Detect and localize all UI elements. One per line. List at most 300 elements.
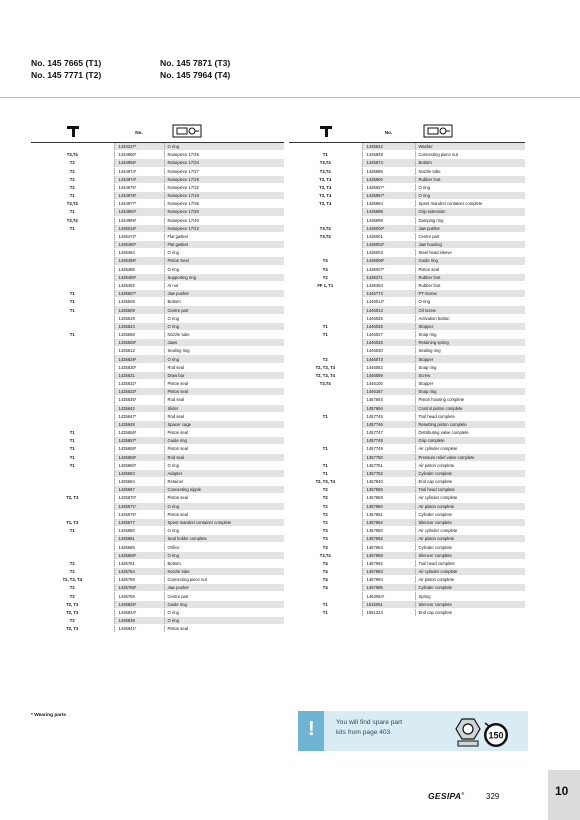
part-description-cell: Piston Seal	[164, 257, 284, 265]
part-description-cell: O ring	[164, 608, 284, 616]
table-row	[289, 486, 525, 494]
tool-variant-cell	[289, 396, 362, 404]
part-number-cell: 1434994*	[114, 208, 164, 216]
table-row	[31, 241, 284, 249]
part-description-cell: Rubber foot	[415, 281, 525, 289]
table-row	[31, 625, 284, 633]
part-number-cell: 1457861	[362, 510, 415, 518]
part-number-cell: 1435849	[362, 151, 415, 159]
table-row	[289, 445, 525, 453]
tool-variant-cell: T2, T3, T4	[289, 363, 362, 371]
part-description-cell: Air cylinder complete	[415, 445, 525, 453]
tool-variant-cell: T2, T3, T4	[31, 576, 114, 584]
tool-variant-cell	[289, 388, 362, 396]
tool-variant-cell	[31, 232, 114, 240]
part-description-cell: Pressure relief valve complete	[415, 453, 525, 461]
table-row	[31, 600, 284, 608]
part-number-cell: 1436371	[362, 273, 415, 281]
table-row	[289, 592, 525, 600]
table-row	[31, 371, 284, 379]
tool-variant-cell	[289, 290, 362, 298]
tool-variant-cell: T2	[289, 510, 362, 518]
part-description-cell: Rod seal	[164, 363, 284, 371]
header-divider	[0, 97, 580, 98]
tool-variant-cell	[31, 396, 114, 404]
tool-variant-cell: T1	[289, 445, 362, 453]
table-row	[289, 216, 525, 224]
tool-variant-cell	[31, 420, 114, 428]
part-number-cell: 1435664	[114, 478, 164, 486]
tool-variant-cell	[31, 379, 114, 387]
table-row	[289, 420, 525, 428]
part-description-cell: Nosepiece 17/36	[164, 200, 284, 208]
part-number-cell: 1446082	[362, 363, 415, 371]
tool-variant-cell: T2, T3, T4	[289, 478, 362, 486]
part-number-cell: 1435769	[114, 592, 164, 600]
table-row	[31, 363, 284, 371]
tool-variant-cell: T2	[31, 167, 114, 175]
part-description-cell: Guide ring	[164, 437, 284, 445]
tool-variant-cell	[31, 249, 114, 257]
part-description-cell: Draw bar	[164, 371, 284, 379]
info-line: kits from page 403	[336, 729, 391, 736]
tool-variant-cell: T1	[31, 453, 114, 461]
part-number-cell: 1457862	[362, 518, 415, 526]
part-description-cell: Cylinder complete	[415, 584, 525, 592]
part-number-cell: 1436001	[362, 232, 415, 240]
description-column-header	[164, 122, 284, 143]
table-row	[289, 265, 525, 273]
part-description-cell: Nosepiece 17/22	[164, 224, 284, 232]
table-row	[289, 518, 525, 526]
part-number-cell: 1435957*	[362, 192, 415, 200]
tool-variant-cell: T1, T3	[31, 518, 114, 526]
model-number: No. 145 7964 (T4)	[160, 70, 231, 80]
table-row	[31, 257, 284, 265]
part-number-cell: 1457859	[362, 494, 415, 502]
table-row	[31, 330, 284, 338]
table-row	[289, 183, 525, 191]
part-number-cell: 1435671*	[114, 502, 164, 510]
tool-variant-cell	[31, 502, 114, 510]
tool-variant-cell	[289, 404, 362, 412]
table-row	[31, 437, 284, 445]
tool-variant-cell: T3	[289, 527, 362, 535]
part-number-cell: 1435018*	[114, 224, 164, 232]
table-row	[289, 167, 525, 175]
part-number-cell: 1457953	[362, 543, 415, 551]
table-row	[31, 208, 284, 216]
part-number-cell: 1435508	[114, 298, 164, 306]
table-row	[289, 371, 525, 379]
part-number-cell: 1435659*	[114, 453, 164, 461]
part-description-cell: Bottom	[164, 298, 284, 306]
part-number-cell: 1435612	[114, 347, 164, 355]
table-row	[31, 151, 284, 159]
table-row	[31, 216, 284, 224]
tool-variant-cell	[289, 429, 362, 437]
part-number-cell: 1434974*	[114, 175, 164, 183]
tool-variant-cell: T3,T4	[289, 551, 362, 559]
part-number-cell: 1457745	[362, 412, 415, 420]
table-row	[289, 208, 525, 216]
part-number-cell: 1463064*	[362, 592, 415, 600]
part-description-icon	[423, 124, 453, 138]
tool-variant-cell: T1	[31, 445, 114, 453]
part-description-cell: Nosepiece 17/27	[164, 167, 284, 175]
part-number-cell: 1435648	[114, 420, 164, 428]
brand-logo: GESIPA®	[428, 791, 465, 801]
part-description-cell: Air cylinder complete	[415, 527, 525, 535]
number-column-header: No.	[362, 122, 415, 143]
part-description-cell: Air piston complete	[415, 576, 525, 584]
part-number-cell: 1434973*	[114, 167, 164, 175]
part-description-cell: Jaw pusher	[164, 584, 284, 592]
part-description-cell: Sealing ring	[415, 347, 525, 355]
part-description-cell: Adapter	[164, 469, 284, 477]
tool-variant-cell: T2	[289, 273, 362, 281]
part-description-cell: Centre part	[415, 232, 525, 240]
tool-variant-cell	[289, 437, 362, 445]
tool-variant-cell: FF 1, T1	[289, 281, 362, 289]
part-description-cell: Retaining spring	[415, 339, 525, 347]
part-description-cell: Snap ring	[415, 330, 525, 338]
table-row	[289, 535, 525, 543]
tool-variant-cell	[289, 208, 362, 216]
part-number-cell: 1457752	[362, 469, 415, 477]
table-row	[289, 143, 525, 151]
kit-page-badge: 150	[488, 730, 504, 741]
tool-variant-cell: T3, T4	[289, 200, 362, 208]
tool-variant-cell: T3,T4	[31, 151, 114, 159]
part-number-cell: 1435472*	[114, 232, 164, 240]
table-row	[31, 143, 284, 151]
part-number-cell: 1435635*	[114, 396, 164, 404]
tool-variant-cell: T1	[289, 330, 362, 338]
tool-variant-cell: T4	[289, 257, 362, 265]
tool-variant-cell: T2, T3	[31, 600, 114, 608]
part-description-cell: O ring	[415, 183, 525, 191]
tool-variant-cell	[289, 143, 362, 151]
tool-variant-cell: T3, T4	[289, 175, 362, 183]
table-row	[31, 576, 284, 584]
part-description-cell: Silencer complete	[415, 551, 525, 559]
part-description-cell: Spring	[415, 592, 525, 600]
part-number-cell: 1435524	[114, 322, 164, 330]
part-number-cell: 1445773	[362, 290, 415, 298]
tool-variant-cell	[31, 241, 114, 249]
part-number-cell: 1435998	[362, 208, 415, 216]
part-description-cell: Piston seal	[164, 388, 284, 396]
part-number-cell: 1435680	[114, 527, 164, 535]
part-description-cell: Control piston complete	[415, 404, 525, 412]
part-description-cell: Nosepiece 17/24	[164, 159, 284, 167]
part-number-cell: 1435964	[362, 200, 415, 208]
part-description-cell: Tool head complete	[415, 412, 525, 420]
part-number-cell: 1446026	[362, 322, 415, 330]
table-row	[289, 339, 525, 347]
part-number-cell: 1651223	[362, 608, 415, 616]
part-number-cell: 1457958	[362, 551, 415, 559]
tool-variant-cell	[31, 265, 114, 273]
table-row	[289, 298, 525, 306]
part-description-cell: Nosepiece 17/32	[164, 183, 284, 191]
part-number-cell: 1435688*	[114, 551, 164, 559]
part-description-cell: O ring	[164, 461, 284, 469]
part-number-cell: 1457840	[362, 478, 415, 486]
table-row	[31, 306, 284, 314]
tool-variant-cell	[31, 478, 114, 486]
part-description-cell: Spent mandrel container complete	[415, 200, 525, 208]
part-description-cell: Piston seal	[164, 625, 284, 633]
part-description-cell: Air piston complete	[415, 502, 525, 510]
part-number-cell: 1457747	[362, 429, 415, 437]
part-number-cell: 1446027	[362, 330, 415, 338]
table-row	[31, 167, 284, 175]
part-description-cell: Nozzle tube	[164, 330, 284, 338]
part-description-cell: Seal holder complete	[164, 535, 284, 543]
part-description-cell: O ring	[164, 322, 284, 330]
spare-kits-info-box	[298, 711, 528, 751]
tool-variant-cell	[31, 273, 114, 281]
tool-variant-cell	[289, 420, 362, 428]
tool-variant-cell: T3,T4	[289, 159, 362, 167]
tool-variant-cell: T1	[31, 192, 114, 200]
section-tab	[548, 770, 580, 820]
part-description-cell: Snap ring	[415, 388, 525, 396]
part-number-cell: 1446167	[362, 388, 415, 396]
part-number-cell: 1457694	[362, 404, 415, 412]
table-row	[289, 437, 525, 445]
part-number-cell: 1435492	[114, 281, 164, 289]
part-number-cell: 1435519	[114, 314, 164, 322]
tool-variant-cell	[31, 371, 114, 379]
part-description-cell: Jaw pusher	[415, 224, 525, 232]
tool-variant-cell	[289, 249, 362, 257]
table-row	[31, 396, 284, 404]
table-row	[31, 592, 284, 600]
table-row	[289, 355, 525, 363]
tool-variant-cell: T3, T4	[289, 183, 362, 191]
part-description-cell: O ring	[415, 192, 525, 200]
tool-variant-cell	[31, 469, 114, 477]
part-number-cell: 1457693	[362, 396, 415, 404]
table-row	[31, 290, 284, 298]
part-description-cell: Air cylinder complete	[415, 494, 525, 502]
tool-variant-cell: T4	[289, 584, 362, 592]
tool-variant-cell	[31, 535, 114, 543]
part-number-cell: 1434955*	[114, 159, 164, 167]
part-description-cell: Slider	[164, 404, 284, 412]
part-number-cell: 1435839	[114, 616, 164, 624]
table-row	[31, 429, 284, 437]
tool-variant-cell	[31, 510, 114, 518]
part-number-cell: 1457856	[362, 486, 415, 494]
part-number-cell: 1435874	[362, 159, 415, 167]
part-number-cell: 1434999*	[114, 216, 164, 224]
tool-variant-cell	[289, 298, 362, 306]
tool-variant-cell	[289, 592, 362, 600]
tool-variant-cell: T3,T4	[31, 216, 114, 224]
part-description-cell: Spacer cage	[164, 420, 284, 428]
part-description-cell: Washer	[415, 143, 525, 151]
tool-variant-cell: T1	[31, 208, 114, 216]
tool-variant-cell: T1	[31, 429, 114, 437]
tool-variant-cell	[31, 551, 114, 559]
part-number-cell: 1434977*	[114, 200, 164, 208]
part-description-cell: Piston seal	[164, 429, 284, 437]
tool-variant-cell: T3,T4	[289, 167, 362, 175]
tool-variant-cell: T2, T3, T4	[289, 371, 362, 379]
table-row	[31, 379, 284, 387]
part-number-cell: 1515051	[362, 600, 415, 608]
tool-column-header	[31, 122, 114, 143]
rivet-tool-icon	[319, 124, 333, 138]
table-row	[31, 314, 284, 322]
tool-variant-cell: T1	[31, 298, 114, 306]
tool-variant-cell	[289, 347, 362, 355]
part-description-cell: O ring	[164, 143, 284, 151]
parts-table-left	[31, 122, 284, 633]
table-row	[289, 306, 525, 314]
part-description-cell: Steel head sleeve	[415, 249, 525, 257]
part-description-cell: Oil screw	[415, 306, 525, 314]
table-row	[289, 461, 525, 469]
page-number: 329	[486, 792, 500, 801]
table-row	[31, 298, 284, 306]
table-row	[289, 257, 525, 265]
table-row	[31, 183, 284, 191]
part-description-cell: Nosepiece 17/18	[164, 192, 284, 200]
table-row	[31, 192, 284, 200]
table-row	[31, 518, 284, 526]
tool-variant-cell	[31, 314, 114, 322]
table-row	[31, 347, 284, 355]
parts-table-right	[289, 122, 525, 617]
part-description-cell: Damping ring	[415, 216, 525, 224]
tool-variant-cell: T2	[289, 494, 362, 502]
tool-variant-cell: T3,T4	[289, 379, 362, 387]
part-number-cell: 1435631	[114, 371, 164, 379]
table-row	[31, 355, 284, 363]
table-row	[289, 175, 525, 183]
part-number-cell: 1457950	[362, 527, 415, 535]
part-description-cell: Stopper	[415, 355, 525, 363]
tool-variant-cell	[31, 322, 114, 330]
part-description-cell: Piston seal	[164, 494, 284, 502]
tool-variant-cell	[31, 257, 114, 265]
part-description-cell: Supporting ring	[164, 273, 284, 281]
tool-variant-cell: T3,T4	[289, 232, 362, 240]
table-row	[289, 192, 525, 200]
part-number-cell: 1457995	[362, 584, 415, 592]
tool-variant-cell	[31, 339, 114, 347]
table-row	[31, 249, 284, 257]
part-description-cell: Activation button	[415, 314, 525, 322]
spare-kit-nut-icon	[448, 713, 518, 751]
part-number-cell: 1435834*	[114, 608, 164, 616]
tool-variant-cell: T1	[31, 224, 114, 232]
table-row	[289, 322, 525, 330]
part-description-cell: Piston seal	[164, 510, 284, 518]
part-description-cell: Bottom	[415, 159, 525, 167]
part-number-cell: 1457952	[362, 535, 415, 543]
part-number-cell: 1435486	[114, 265, 164, 273]
part-number-cell: 1435663	[114, 469, 164, 477]
part-description-cell: O ring	[164, 527, 284, 535]
tool-variant-cell	[289, 314, 362, 322]
table-row	[31, 388, 284, 396]
table-row	[31, 200, 284, 208]
part-number-cell: 1435485*	[114, 257, 164, 265]
part-number-cell: 1435629*	[114, 355, 164, 363]
part-description-cell: Nosepiece 17/45	[164, 151, 284, 159]
table-row	[289, 159, 525, 167]
part-number-cell: 1435656*	[114, 429, 164, 437]
part-description-cell: Stopper	[415, 322, 525, 330]
info-exclamation-icon: !	[298, 711, 324, 751]
table-row	[31, 616, 284, 624]
part-number-cell: 1435657*	[114, 437, 164, 445]
part-number-cell: 1434860*	[114, 151, 164, 159]
part-description-cell: Cylinder complete	[415, 510, 525, 518]
tool-variant-cell: T1	[31, 330, 114, 338]
part-number-cell: 1446030	[362, 347, 415, 355]
tool-variant-cell: T1	[289, 412, 362, 420]
table-row	[289, 527, 525, 535]
tool-variant-cell	[289, 306, 362, 314]
tool-variant-cell: T1	[289, 600, 362, 608]
part-number-cell: 1435484	[114, 249, 164, 257]
table-row	[289, 453, 525, 461]
part-number-cell: 1434975*	[114, 183, 164, 191]
part-number-cell: 1446089	[362, 371, 415, 379]
part-number-cell: 1435681	[114, 535, 164, 543]
table-row	[31, 273, 284, 281]
part-number-cell: 1435677	[114, 518, 164, 526]
part-description-cell: O ring	[164, 502, 284, 510]
table-row	[31, 404, 284, 412]
table-row	[31, 510, 284, 518]
tool-variant-cell: T4	[289, 265, 362, 273]
part-description-cell: Nosepiece 17/40	[164, 216, 284, 224]
part-description-cell: Piston housing complete	[415, 396, 525, 404]
tool-variant-cell: T2	[31, 592, 114, 600]
part-description-cell: End cap complete	[415, 608, 525, 616]
part-description-cell: Cylinder complete	[415, 543, 525, 551]
part-number-cell: 1435764	[114, 567, 164, 575]
table-row	[289, 576, 525, 584]
part-description-cell: Piston seal	[415, 265, 525, 273]
tool-variant-cell	[289, 339, 362, 347]
part-number-cell: 1436002*	[362, 241, 415, 249]
table-row	[289, 584, 525, 592]
part-number-cell: 1436000*	[362, 224, 415, 232]
part-description-cell: O ring	[164, 355, 284, 363]
part-description-cell: Tool head complete	[415, 486, 525, 494]
part-number-cell: 1435886	[362, 167, 415, 175]
part-description-cell: Resetting piston complete	[415, 420, 525, 428]
tool-variant-cell: T3	[289, 543, 362, 551]
tool-variant-cell: T3	[289, 535, 362, 543]
part-description-icon	[172, 124, 202, 138]
footnote: * Wearing parts	[31, 713, 67, 718]
part-number-cell: 1457749	[362, 445, 415, 453]
table-row	[289, 347, 525, 355]
table-row	[289, 551, 525, 559]
table-row	[289, 151, 525, 159]
part-number-cell: 1435642	[114, 404, 164, 412]
